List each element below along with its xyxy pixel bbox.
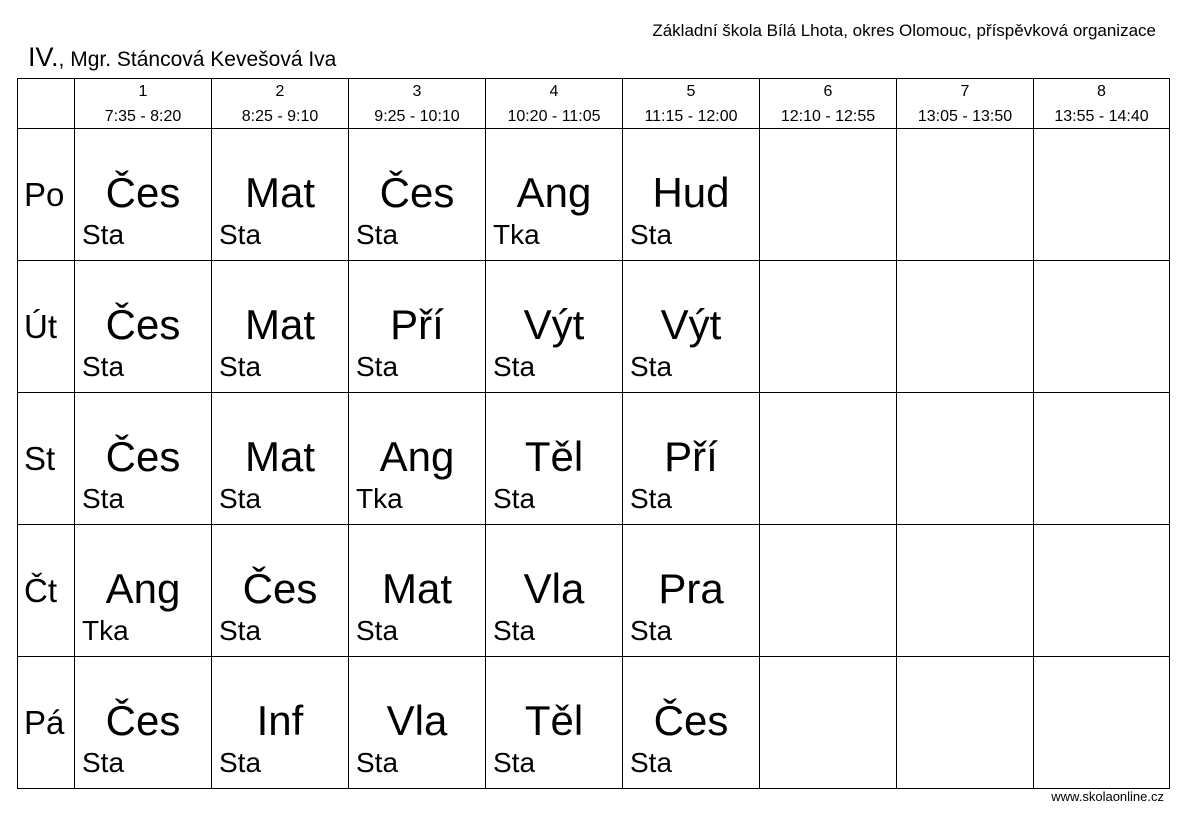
period-number: 7 — [960, 83, 970, 100]
lesson-teacher: Sta — [356, 351, 399, 382]
lesson-teacher: Sta — [356, 747, 399, 778]
lesson-teacher: Tka — [493, 219, 540, 250]
lesson-cell — [760, 261, 897, 393]
day-row-st — [18, 393, 1170, 525]
lesson-teacher: Sta — [219, 351, 262, 382]
lesson-subject: Pří — [390, 301, 444, 348]
lesson-subject: Výt — [523, 301, 585, 348]
lesson-teacher: Sta — [356, 615, 399, 646]
lesson-teacher: Sta — [82, 351, 125, 382]
lesson-cell — [760, 129, 897, 261]
lesson-subject: Hud — [652, 169, 730, 216]
lesson-cell — [623, 261, 760, 393]
school-name: Základní škola Bílá Lhota, okres Olomouc, příspěvková organizace — [652, 21, 1156, 40]
lesson-subject: Těl — [524, 433, 584, 480]
lesson-subject: Výt — [660, 301, 722, 348]
lesson-subject: Ang — [379, 433, 455, 480]
lesson-cell — [75, 657, 212, 789]
lesson-cell — [486, 525, 623, 657]
lesson-subject: Ang — [516, 169, 592, 216]
lesson-cell — [349, 393, 486, 525]
lesson-cell — [349, 657, 486, 789]
day-label: Čt — [18, 525, 75, 657]
lesson-subject: Vla — [523, 565, 585, 612]
lesson-teacher: Sta — [82, 483, 125, 514]
period-header — [760, 79, 897, 129]
day-row-ut — [18, 261, 1170, 393]
day-label: Út — [18, 261, 75, 393]
timetable-title — [28, 42, 336, 73]
lesson-cell — [1034, 129, 1170, 261]
period-number: 3 — [412, 83, 422, 100]
lesson-cell — [75, 525, 212, 657]
lesson-cell — [897, 525, 1034, 657]
period-number: 5 — [686, 83, 696, 100]
lesson-teacher: Tka — [82, 615, 129, 646]
lesson-cell — [212, 261, 349, 393]
lesson-cell — [897, 129, 1034, 261]
period-number: 1 — [138, 83, 148, 100]
lesson-teacher: Sta — [630, 483, 673, 514]
lesson-cell — [486, 261, 623, 393]
lesson-teacher: Sta — [493, 351, 536, 382]
timetable-grid — [17, 78, 1170, 789]
class-label: IV. — [28, 42, 59, 72]
day-row-ct — [18, 525, 1170, 657]
lesson-cell — [1034, 657, 1170, 789]
lesson-subject: Vla — [386, 697, 448, 744]
period-time: 11:15 - 12:00 — [644, 108, 738, 125]
period-time: 10:20 - 11:05 — [507, 108, 601, 125]
period-header — [1034, 79, 1170, 129]
lesson-teacher: Sta — [630, 615, 673, 646]
period-header-row — [18, 79, 1170, 129]
period-time: 8:25 - 9:10 — [241, 108, 319, 125]
lesson-cell — [897, 393, 1034, 525]
lesson-cell — [1034, 525, 1170, 657]
lesson-subject: Mat — [244, 169, 315, 216]
lesson-teacher: Sta — [219, 219, 262, 250]
period-number: 8 — [1097, 83, 1106, 100]
lesson-cell — [212, 129, 349, 261]
lesson-teacher: Sta — [493, 615, 536, 646]
lesson-cell — [760, 393, 897, 525]
lesson-cell — [760, 657, 897, 789]
lesson-cell — [623, 657, 760, 789]
period-time: 13:55 - 14:40 — [1054, 108, 1149, 125]
lesson-subject: Čes — [105, 697, 181, 744]
lesson-cell — [212, 525, 349, 657]
lesson-cell — [1034, 261, 1170, 393]
lesson-subject: Mat — [244, 301, 315, 348]
period-time: 9:25 - 10:10 — [374, 108, 460, 125]
lesson-cell — [760, 525, 897, 657]
lesson-subject: Mat — [381, 565, 452, 612]
lesson-teacher: Sta — [630, 747, 673, 778]
lesson-cell — [897, 657, 1034, 789]
lesson-subject: Pří — [664, 433, 718, 480]
lesson-teacher: Sta — [630, 219, 673, 250]
period-header — [349, 79, 486, 129]
lesson-cell — [212, 393, 349, 525]
lesson-cell — [486, 657, 623, 789]
period-header — [212, 79, 349, 129]
lesson-cell — [75, 393, 212, 525]
lesson-cell — [75, 129, 212, 261]
lesson-subject: Ang — [105, 565, 181, 612]
lesson-subject: Čes — [105, 433, 181, 480]
lesson-teacher: Tka — [356, 483, 403, 514]
lesson-teacher: Sta — [219, 747, 262, 778]
lesson-cell — [349, 261, 486, 393]
day-label: Pá — [18, 657, 75, 789]
lesson-cell — [75, 261, 212, 393]
period-number: 4 — [549, 83, 559, 100]
lesson-subject: Čes — [653, 697, 729, 744]
lesson-cell — [623, 129, 760, 261]
lesson-subject: Těl — [524, 697, 584, 744]
lesson-teacher: Sta — [630, 351, 673, 382]
lesson-cell — [486, 129, 623, 261]
lesson-teacher: Sta — [356, 219, 399, 250]
lesson-subject: Inf — [256, 697, 304, 744]
period-time: 13:05 - 13:50 — [917, 108, 1013, 125]
lesson-subject: Čes — [379, 169, 455, 216]
lesson-teacher: Sta — [82, 747, 125, 778]
day-row-po — [18, 129, 1170, 261]
lesson-cell — [623, 525, 760, 657]
period-header — [75, 79, 212, 129]
period-header — [897, 79, 1034, 129]
period-time: 7:35 - 8:20 — [104, 108, 182, 125]
lesson-cell — [212, 657, 349, 789]
lesson-cell — [897, 261, 1034, 393]
day-label: St — [18, 393, 75, 525]
day-label: Po — [18, 129, 75, 261]
lesson-teacher: Sta — [82, 219, 125, 250]
lesson-cell — [623, 393, 760, 525]
period-header — [623, 79, 760, 129]
period-number: 2 — [275, 83, 285, 100]
lesson-subject: Pra — [658, 565, 724, 612]
period-header — [486, 79, 623, 129]
lesson-cell — [1034, 393, 1170, 525]
lesson-subject: Čes — [105, 301, 181, 348]
lesson-subject: Čes — [242, 565, 318, 612]
lesson-cell — [349, 129, 486, 261]
period-number: 6 — [823, 83, 833, 100]
period-time: 12:10 - 12:55 — [780, 108, 876, 125]
lesson-teacher: Sta — [493, 747, 536, 778]
lesson-teacher: Sta — [219, 615, 262, 646]
lesson-subject: Mat — [244, 433, 315, 480]
lesson-teacher: Sta — [493, 483, 536, 514]
lesson-teacher: Sta — [219, 483, 262, 514]
teacher-label: , Mgr. Stáncová Kevešová Iva — [58, 48, 337, 71]
lesson-cell — [486, 393, 623, 525]
lesson-cell — [349, 525, 486, 657]
lesson-subject: Čes — [105, 169, 181, 216]
day-row-pa — [18, 657, 1170, 789]
corner-cell — [18, 79, 75, 129]
footer-link[interactable]: www.skolaonline.cz — [1051, 789, 1164, 804]
